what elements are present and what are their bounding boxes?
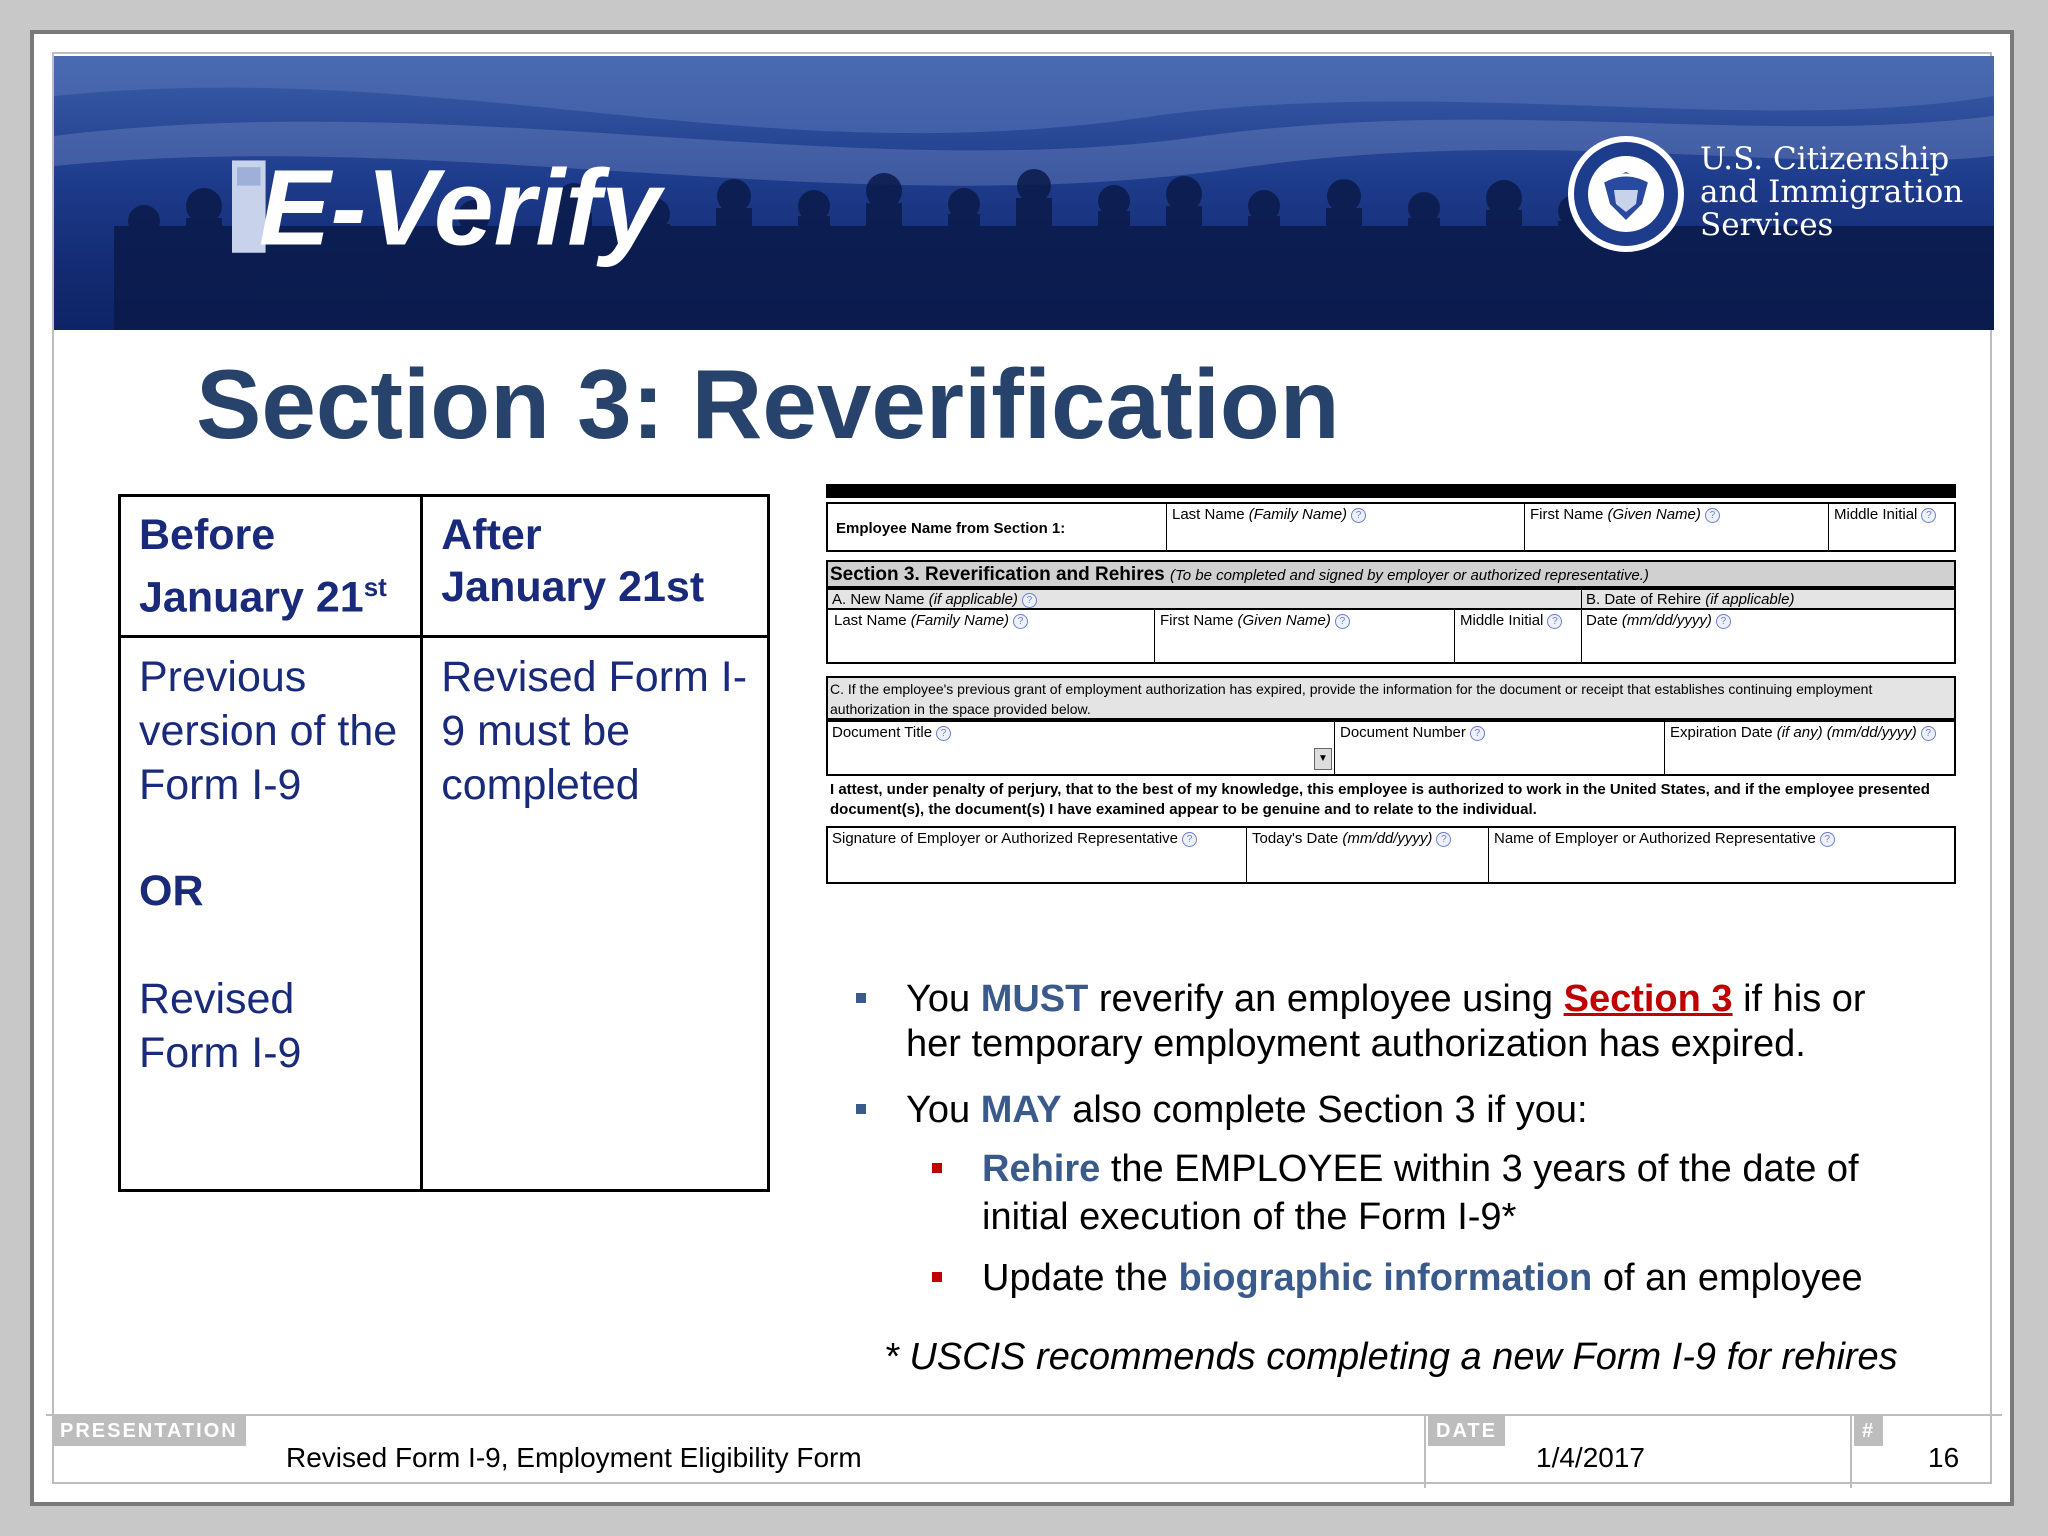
comparison-table bbox=[118, 494, 770, 1192]
new-name-label: A. New Name (if applicable) ? bbox=[832, 591, 1037, 608]
cell-divider bbox=[1828, 504, 1829, 550]
bullet-square-icon bbox=[856, 993, 866, 1003]
table-header-row bbox=[120, 496, 769, 637]
before-option-revised: Revised Form I-9 bbox=[139, 975, 302, 1078]
logo-text: E-Verify bbox=[258, 147, 661, 268]
agency-line-1: U.S. Citizenship bbox=[1700, 141, 1950, 177]
section3-heading: Section 3. Reverification and Rehires (To be completed and signed by employer or authorized representative.) bbox=[830, 564, 1649, 585]
after-date: January 21st bbox=[441, 563, 705, 611]
footnote: * USCIS recommends completing a new Form I-9 for rehires bbox=[884, 1336, 1898, 1378]
document-number-label: Document Number ? bbox=[1340, 724, 1485, 741]
presentation-date: 1/4/2017 bbox=[1536, 1442, 1645, 1473]
cell-divider bbox=[1664, 722, 1665, 774]
presentation-title: Revised Form I-9, Employment Eligibility Form bbox=[286, 1442, 862, 1473]
before-option-previous: Previous version of the Form I-9 bbox=[139, 653, 398, 810]
signature-label: Signature of Employer or Authorized Representative ? bbox=[832, 830, 1197, 847]
table-body-row bbox=[120, 637, 769, 1191]
agency-line-2: and Immigration bbox=[1700, 174, 1964, 210]
sub-bullet-update: Update the biographic information of an employee bbox=[982, 1257, 1863, 1299]
new-name-bar bbox=[826, 588, 1956, 610]
bullet-may: You MAY also complete Section 3 if you: bbox=[906, 1089, 1588, 1131]
before-date: January 21 bbox=[139, 573, 364, 622]
date-of-rehire-label: B. Date of Rehire (if applicable) bbox=[1586, 591, 1795, 608]
section-c-bar bbox=[826, 676, 1956, 720]
section-c-text: C. If the employee's previous grant of employment authorization has expired, provide the information for the document or receipt that establishes continuing employment authorization in the space provided below. bbox=[830, 681, 1873, 717]
col-after-body bbox=[422, 637, 769, 1191]
cell-divider bbox=[1166, 504, 1167, 550]
col-after-header bbox=[422, 496, 769, 637]
slide-footer bbox=[46, 1414, 2002, 1488]
document-fields bbox=[826, 720, 1956, 776]
section3-link[interactable]: Section 3 bbox=[1563, 978, 1733, 1020]
employee-name-label: Employee Name from Section 1: bbox=[836, 520, 1066, 537]
bullet-square-icon bbox=[856, 1104, 866, 1114]
after-label: After bbox=[441, 511, 542, 559]
new-middle-initial-label: Middle Initial ? bbox=[1460, 612, 1562, 629]
middle-initial-label: Middle Initial ? bbox=[1834, 506, 1936, 523]
attestation-text: I attest, under penalty of perjury, that to the best of my knowledge, this employee is authorized to work in the United States, and if the employee presented document(s), the document(s) I have examined appear to be genuine and to relate to the individual. bbox=[830, 781, 1930, 818]
cell-divider bbox=[1581, 590, 1582, 608]
rehire-date-field-label: Date (mm/dd/yyyy) ? bbox=[1586, 612, 1731, 629]
document-title-label: Document Title ? bbox=[832, 724, 951, 741]
before-label: Before bbox=[139, 511, 276, 559]
or-label: OR bbox=[139, 867, 204, 916]
before-date-sup: st bbox=[363, 572, 387, 602]
cell-divider bbox=[1454, 610, 1455, 662]
sub-bullet-rehire-line2: initial execution of the Form I-9* bbox=[982, 1196, 1517, 1238]
cell-divider bbox=[1246, 828, 1247, 882]
sub-bullet-rehire: Rehire the EMPLOYEE within 3 years of the date of bbox=[982, 1148, 1859, 1190]
footer-divider bbox=[1424, 1416, 1426, 1488]
form-i9-section3-image bbox=[826, 484, 1956, 886]
new-last-name-label: Last Name (Family Name) ? bbox=[834, 612, 1028, 629]
cell-divider bbox=[1524, 504, 1525, 550]
everify-logo bbox=[232, 140, 702, 290]
cell-divider bbox=[1334, 722, 1335, 774]
dhs-seal-icon bbox=[1566, 134, 1686, 254]
slide-title: Section 3: Reverification bbox=[196, 349, 1340, 459]
todays-date-label: Today's Date (mm/dd/yyyy) ? bbox=[1252, 830, 1451, 847]
signature-row bbox=[826, 826, 1956, 884]
cell-divider bbox=[1154, 610, 1155, 662]
after-requirement: Revised Form I-9 must be completed bbox=[441, 653, 748, 810]
first-name-label: First Name (Given Name) ? bbox=[1530, 506, 1720, 523]
page-number: 16 bbox=[1928, 1442, 1960, 1473]
sub-bullet-square-icon bbox=[932, 1272, 942, 1282]
cell-divider bbox=[1488, 828, 1489, 882]
document-title-dropdown-arrow-icon: ▼ bbox=[1314, 748, 1332, 770]
date-tag: DATE bbox=[1428, 1416, 1505, 1446]
cell-divider bbox=[1581, 610, 1582, 662]
section3-heading-bar bbox=[826, 560, 1956, 588]
employer-name-label: Name of Employer or Authorized Representative ? bbox=[1494, 830, 1835, 847]
col-before-header bbox=[120, 496, 422, 637]
new-first-name-label: First Name (Given Name) ? bbox=[1160, 612, 1350, 629]
footer-divider bbox=[1850, 1416, 1852, 1488]
expiration-date-label: Expiration Date (if any) (mm/dd/yyyy) ? bbox=[1670, 724, 1936, 741]
agency-name bbox=[1700, 143, 1963, 242]
employee-name-row bbox=[826, 502, 1956, 552]
bullet-must: You MUST reverify an employee using Section 3 if his or bbox=[906, 978, 1866, 1020]
bullet-must-line2: her temporary employment authorization has expired. bbox=[906, 1023, 1806, 1065]
agency-line-3: Services bbox=[1700, 207, 1834, 243]
presentation-tag: PRESENTATION bbox=[52, 1416, 246, 1446]
last-name-label: Last Name (Family Name) ? bbox=[1172, 506, 1366, 523]
page-number-tag: # bbox=[1854, 1416, 1883, 1446]
form-top-bar bbox=[826, 484, 1956, 498]
new-name-fields bbox=[826, 608, 1956, 664]
col-before-body bbox=[120, 637, 422, 1191]
sub-bullet-square-icon bbox=[932, 1163, 942, 1173]
